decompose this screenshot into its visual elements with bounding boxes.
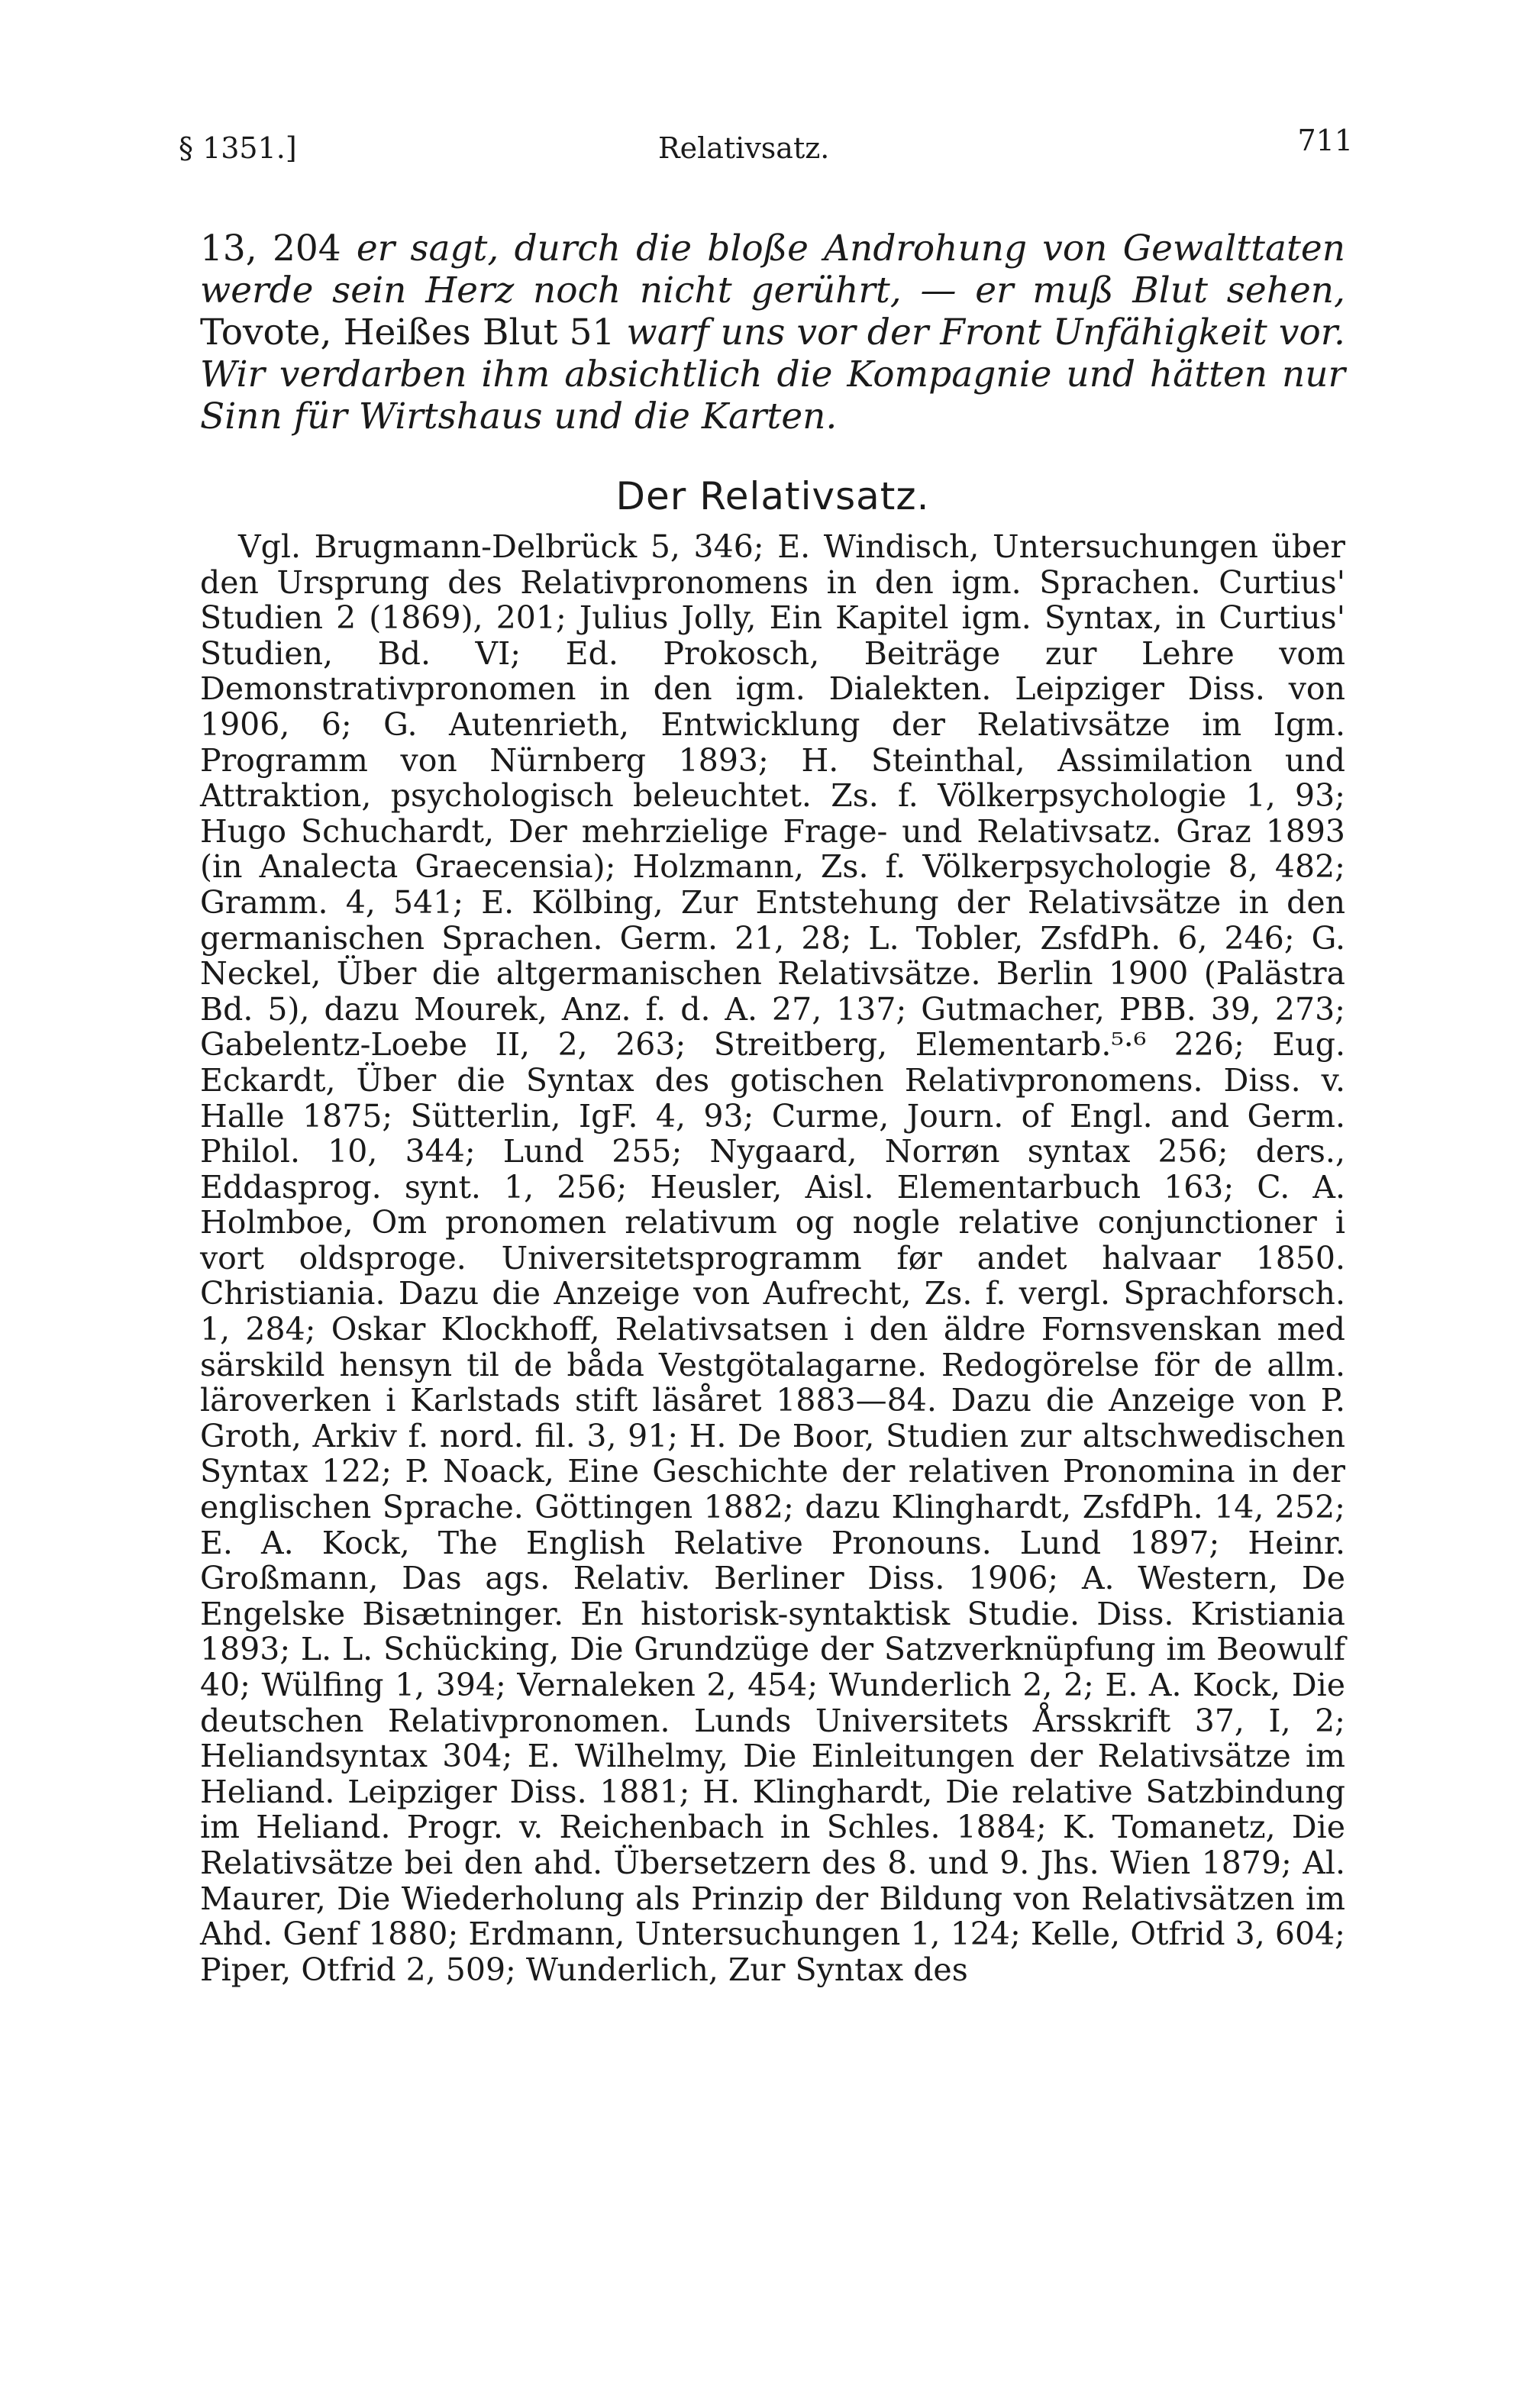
book-page — [179, 115, 1353, 1988]
intro-citation: Tovote, Heißes Blut 51 — [200, 311, 627, 353]
section-title: Der Relativsatz. — [615, 474, 930, 518]
running-header — [179, 115, 1353, 176]
intro-lead: 13, 204 — [200, 228, 357, 270]
intro-italic-quote-2: warf uns vor der Front Unfähigkeit vor. Wir verdarben ihm absichtlich die Kompagnie und hätten nur Sinn für Wirtshaus und die Karten. — [200, 311, 1345, 437]
bibliography-text: Vgl. Brugmann-Delbrück 5, 346; E. Windisch, Untersuchungen über den Ursprung des Relativpronomens in den igm. Sprachen. Curtius' Studien 2 (1869), 201; Julius Jolly, Ein Kapitel igm. Syntax, in Curtius' Studien, Bd. VI; Ed. Prokosch, Beiträge zur Lehre vom Demonstrativpronomen in den igm. Dialekten. Leipziger Diss. von 1906, 6; G. Autenrieth, Entwicklung der Relativsätze im Igm. Programm von Nürnberg 1893; H. Steinthal, Assimilation und Attraktion, psychologisch beleuchtet. Zs. f. Völkerpsychologie 1, 93; Hugo Schuchardt, Der mehrzielige Frage- und Relativsatz. Graz 1893 (in Analecta Graecensia); Holzmann, Zs. f. Völkerpsychologie 8, 482; Gramm. 4, 541; E. Kölbing, Zur Entstehung der Relativsätze in den germanischen Sprachen. Germ. 21, 28; L. Tobler, ZsfdPh. 6, 246; G. Neckel, Über die altgermanischen Relativsätze. Berlin 1900 (Palästra Bd. 5), dazu Mourek, Anz. f. d. A. 27, 137; Gutmacher, PBB. 39, 273; Gabelentz-Loebe II, 2, 263; Streitberg, Elementarb.⁵·⁶ 226; Eug. Eckardt, Über die Syntax des gotischen Relativpronomens. Diss. v. Halle 1875; Sütterlin, IgF. 4, 93; Curme, Journ. of Engl. and Germ. Philol. 10, 344; Lund 255; Nygaard, Norrøn syntax 256; ders., Eddasprog. synt. 1, 256; Heusler, Aisl. Elementarbuch 163; C. A. Holmboe, Om pronomen relativum og nogle relative conjunctioner i vort oldsproge. Universitetsprogramm før andet halvaar 1850. Christiania. Dazu die Anzeige von Aufrecht, Zs. f. vergl. Sprachforsch. 1, 284; Oskar Klockhoff, Relativsatsen i den äldre Fornsvenskan med särskild hensyn til de båda Vestgötalagarne. Redogörelse för de allm. läroverken i Karlstads stift läsåret 1883—84. Dazu die Anzeige von P. Groth, Arkiv f. nord. fil. 3, 91; H. De Boor, Studien zur altschwedischen Syntax 122; P. Noack, Eine Geschichte der relativen Pronomina in der englischen Sprache. Göttingen 1882; dazu Klinghardt, ZsfdPh. 14, 252; E. A. Kock, The English Relative Pronouns. Lund 1897; Heinr. Großmann, Das ags. Relativ. Berliner Diss. 1906; A. Western, De Engelske Bisætninger. En historisk-syntaktisk Studie. Diss. Kristiania 1893; L. L. Schücking, Die Grundzüge der Satzverknüpfung im Beowulf 40; Wülfing 1, 394; Vernaleken 2, 454; Wunderlich 2, 2; E. A. Kock, Die deutschen Relativpronomen. Lunds Universitets Årsskrift 37, I, 2; Heliandsyntax 304; E. Wilhelmy, Die Einleitungen der Relativsätze im Heliand. Leipziger Diss. 1881; H. Klinghardt, Die relative Satzbindung im Heliand. Progr. v. Reichenbach in Schles. 1884; K. Tomanetz, Die Relativsätze bei den ahd. Übersetzern des 8. und 9. Jhs. Wien 1879; Al. Maurer, Die Wiederholung als Prinzip der Bildung von Relativsätzen im Ahd. Genf 1880; Erdmann, Untersuchungen 1, 124; Kelle, Otfrid 3, 604; Piper, Otfrid 2, 509; Wunderlich, Zur Syntax des — [200, 528, 1345, 1988]
running-title: Relativsatz. — [658, 131, 830, 165]
page-number: 711 — [1297, 124, 1353, 157]
intro-paragraph — [200, 228, 1345, 437]
intro-italic-quote-1: er sagt, durch die bloße Androhung von Gewalttaten werde sein Herz noch nicht gerührt, — er muß Blut sehen, — [200, 228, 1345, 311]
section-number: § 1351.] — [179, 131, 297, 165]
bibliography-paragraph — [200, 529, 1345, 1987]
